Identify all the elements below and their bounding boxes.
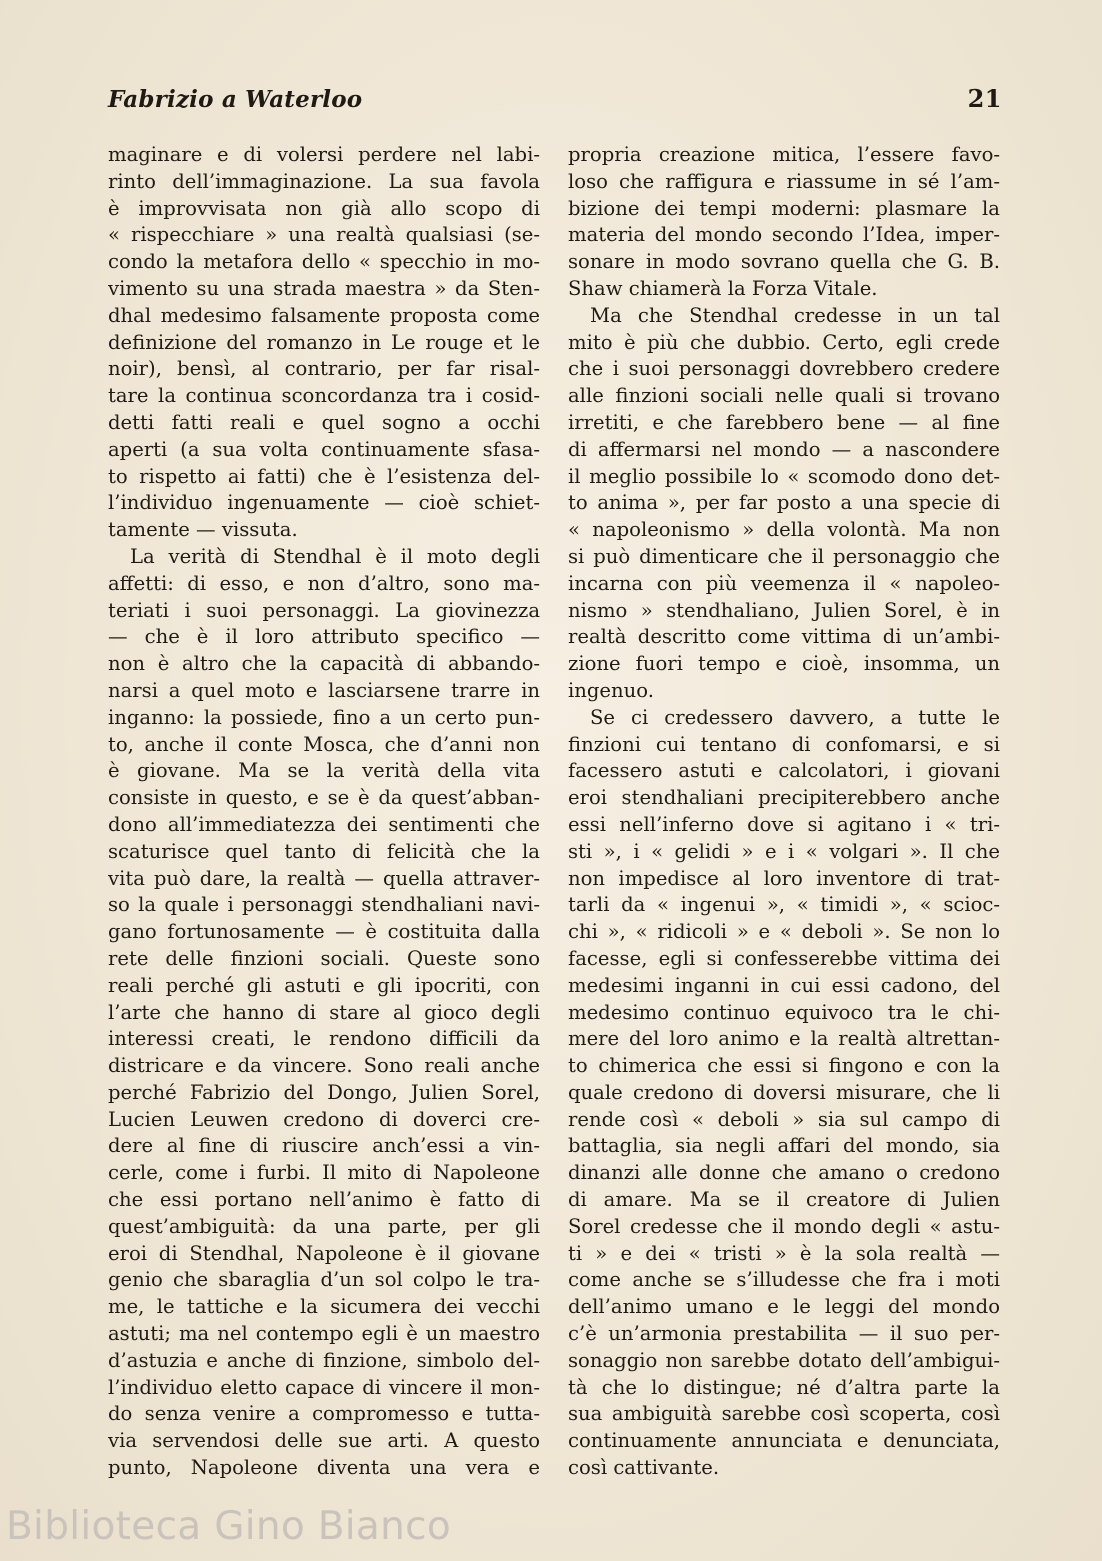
text-line: d’astuzia e anche di finzione, simbolo del- <box>108 1348 540 1372</box>
text-line: dono all’immediatezza dei sentimenti che <box>108 812 540 836</box>
text-line: materia del mondo secondo l’Idea, imper- <box>568 223 1000 247</box>
text-line: rete delle finzioni sociali. Queste sono <box>108 946 540 970</box>
text-line: medesimo continuo equivoco tra le chi- <box>568 1000 1000 1024</box>
text-line: chi », « ridicoli » e « deboli ». Se non lo <box>568 920 1000 944</box>
text-line: Se ci credessero davvero, a tutte le <box>590 705 1000 729</box>
text-line: La verità di Stendhal è il moto degli <box>130 544 540 568</box>
text-line: ti » e dei « tristi » è la sola realtà — <box>568 1241 1000 1265</box>
text-line: facesse, egli si confesserebbe vittima dei <box>568 946 1000 970</box>
text-line: astuti; ma nel contempo egli è un maestro <box>108 1322 540 1346</box>
text-line: l’individuo eletto capace di vincere il mon- <box>108 1375 540 1399</box>
text-line: medesimi inganni in cui essi cadono, del <box>568 973 1000 997</box>
text-line: l’individuo ingenuamente — cioè schiet- <box>108 491 540 515</box>
text-line: loso che raffigura e riassume in sé l’am- <box>568 169 1000 193</box>
text-line: gano fortunosamente — è costituita dalla <box>108 920 540 944</box>
text-line: sua ambiguità sarebbe così scoperta, così <box>568 1402 1000 1426</box>
text-line: che essi portano nell’animo è fatto di <box>108 1188 540 1212</box>
text-line: narsi a quel moto e lasciarsene trarre in <box>108 678 540 702</box>
text-line: genio che sbaraglia d’un sol colpo le tra- <box>108 1268 540 1292</box>
text-line: « napoleonismo » della volontà. Ma non <box>568 518 1000 542</box>
text-line: propria creazione mitica, l’essere favo- <box>568 143 1000 166</box>
text-line: finzioni cui tentano di confomarsi, e si <box>568 732 1000 756</box>
text-line: così cattivante. <box>568 1456 720 1480</box>
text-line: si può dimenticare che il personaggio che <box>568 544 1000 568</box>
text-line: « rispecchiare » una realtà qualsiasi (se- <box>108 223 540 247</box>
text-line: Sorel credesse che il mondo degli « astu- <box>568 1214 1000 1238</box>
text-line: zione fuori tempo e cioè, insomma, un <box>568 652 1000 676</box>
text-line: c’è un’armonia prestabilita — il suo per- <box>568 1322 1000 1346</box>
text-line: sonaggio non sarebbe dotato dell’ambigui- <box>568 1348 1000 1372</box>
text-line: come anche se s’illudesse che fra i moti <box>568 1268 1000 1292</box>
text-line: Lucien Leuwen credono di doverci cre- <box>108 1107 540 1131</box>
text-line: è improvvisata non già allo scopo di <box>108 196 540 220</box>
text-line: bizione dei tempi moderni: plasmare la <box>568 196 1000 220</box>
text-line: maginare e di volersi perdere nel labi- <box>108 143 540 166</box>
text-line: continuamente annunciata e denunciata, <box>568 1429 1000 1453</box>
text-line: reali perché gli astuti e gli ipocriti, con <box>108 973 540 997</box>
text-line: sonare in modo sovrano quella che G. B. <box>568 250 1000 274</box>
text-line: to, anche il conte Mosca, che d’anni non <box>108 732 540 756</box>
text-line: tare la continua sconcordanza tra i cosid- <box>108 384 540 408</box>
left-text-column <box>108 142 540 1482</box>
text-line: vita può dare, la realtà — quella attraver- <box>108 866 540 890</box>
text-line: tà che lo distingue; né d’altra parte la <box>568 1375 1000 1399</box>
text-line: perché Fabrizio del Dongo, Julien Sorel, <box>108 1080 540 1104</box>
text-line: scaturisce quel tanto di felicità che la <box>108 839 540 863</box>
text-line: eroi di Stendhal, Napoleone è il giovane <box>108 1241 540 1265</box>
text-line: inganno: la possiede, fino a un certo pun- <box>108 705 540 729</box>
text-line: il meglio possibile lo « scomodo dono det- <box>568 464 1000 488</box>
text-line: incarna con più veemenza il « napoleo- <box>568 571 1000 595</box>
text-line: l’arte che hanno di stare al gioco degli <box>108 1000 540 1024</box>
text-line: definizione del romanzo in Le rouge et le <box>108 330 540 354</box>
text-line: to rispetto ai fatti) che è l’esistenza del- <box>108 464 540 488</box>
text-line: quest’ambiguità: da una parte, per gli <box>108 1214 540 1238</box>
text-line: facessero astuti e calcolatori, i giovani <box>568 759 1000 783</box>
text-line: me, le tattiche e la sicumera dei vecchi <box>108 1295 540 1319</box>
text-line: interessi creati, le rendono difficili da <box>108 1027 540 1051</box>
text-line: dhal medesimo falsamente proposta come <box>108 303 540 327</box>
page-number: 21 <box>967 84 1002 113</box>
text-line: mito è più che dubbio. Certo, egli crede <box>568 330 1000 354</box>
text-line: to chimerica che essi si fingono e con la <box>568 1054 1000 1078</box>
text-line: — che è il loro attributo specifico — <box>108 625 540 649</box>
text-line: via servendosi delle sue arti. A questo <box>108 1429 540 1453</box>
text-line: che i suoi personaggi dovrebbero credere <box>568 357 1000 381</box>
text-line: eroi stendhaliani precipiterebbero anche <box>568 786 1000 810</box>
text-line: to anima », per far posto a una specie di <box>568 491 1000 515</box>
text-line: aperti (a sua volta continuamente sfasa- <box>108 437 540 461</box>
text-line: è giovane. Ma se la verità della vita <box>108 759 540 783</box>
text-line: quale credono di doversi misurare, che li <box>568 1080 1000 1104</box>
text-line: cerle, come i furbi. Il mito di Napoleone <box>108 1161 540 1185</box>
text-line: dell’animo umano e le leggi del mondo <box>568 1295 1000 1319</box>
running-header <box>108 84 1002 124</box>
text-line: non è altro che la capacità di abbando- <box>108 652 540 676</box>
text-line: vimento su una strada maestra » da Sten- <box>108 276 540 300</box>
text-line: dere al fine di riuscire anch’essi a vin- <box>108 1134 540 1158</box>
text-line: districare e da vincere. Sono reali anche <box>108 1054 540 1078</box>
text-line: Shaw chiamerà la Forza Vitale. <box>568 276 878 300</box>
right-text-column <box>568 142 1000 1482</box>
text-line: sti », i « gelidi » e i « volgari ». Il che <box>568 839 1000 863</box>
text-line: dinanzi alle donne che amano o credono <box>568 1161 1000 1185</box>
running-title: Fabrizio a Waterloo <box>108 86 363 113</box>
text-line: condo la metafora dello « specchio in mo- <box>108 250 540 274</box>
text-line: ingenuo. <box>568 678 654 702</box>
text-line: battaglia, sia negli affari del mondo, sia <box>568 1134 1000 1158</box>
text-line: di amare. Ma se il creatore di Julien <box>568 1188 1000 1212</box>
library-watermark: Biblioteca Gino Bianco <box>6 1504 452 1549</box>
text-line: realtà descritto come vittima di un’ambi- <box>568 625 1000 649</box>
text-line: essi nell’inferno dove si agitano i « tri- <box>568 812 1000 836</box>
text-line: affetti: di esso, e non d’altro, sono ma- <box>108 571 540 595</box>
text-line: non impedisce al loro inventore di trat- <box>568 866 1000 890</box>
text-line: punto, Napoleone diventa una vera e <box>108 1456 540 1480</box>
text-line: detti fatti reali e quel sogno a occhi <box>108 410 540 434</box>
text-line: mere del loro animo e la realtà altrettan- <box>568 1027 1000 1051</box>
text-line: consiste in questo, e se è da quest’abban- <box>108 786 540 810</box>
text-line: rende così « deboli » sia sul campo di <box>568 1107 1000 1131</box>
text-line: alle finzioni sociali nelle quali si trovano <box>568 384 1000 408</box>
text-line: irretiti, e che farebbero bene — al fine <box>568 410 1000 434</box>
text-line: Ma che Stendhal credesse in un tal <box>590 303 1000 327</box>
text-line: teriati i suoi personaggi. La giovinezza <box>108 598 540 622</box>
text-line: nismo » stendhaliano, Julien Sorel, è in <box>568 598 1000 622</box>
text-line: di affermarsi nel mondo — a nascondere <box>568 437 1000 461</box>
text-line: tamente — vissuta. <box>108 518 298 542</box>
text-line: noir), bensì, al contrario, per far risal- <box>108 357 540 381</box>
text-line: so la quale i personaggi stendhaliani navi- <box>108 893 540 917</box>
text-line: rinto dell’immaginazione. La sua favola <box>108 169 540 193</box>
text-line: tarli da « ingenui », « timidi », « scioc- <box>568 893 1000 917</box>
text-line: do senza venire a compromesso e tutta- <box>108 1402 540 1426</box>
